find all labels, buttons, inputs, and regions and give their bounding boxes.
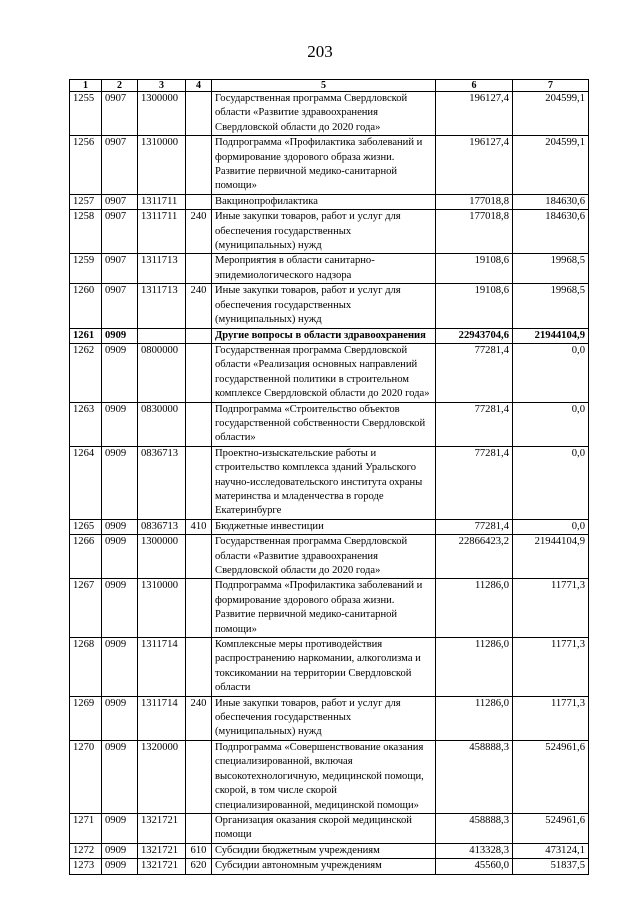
- row-number-cell: 1263: [70, 402, 102, 446]
- item-name-cell: Государственная программа Свердловской области «Развитие здравоохранения Свердловской области до 2020 года»: [212, 535, 436, 579]
- item-name-cell: Подпрограмма «Профилактика заболеваний и формирование здорового образа жизни. Развитие первичной медико-санитарной помощи»: [212, 579, 436, 638]
- amount-year2-cell: 473124,1: [513, 843, 589, 858]
- section-code-cell: 0907: [102, 92, 138, 136]
- item-name-cell: Государственная программа Свердловской области «Реализация основных направлений государственной политики в строительном комплексе Свердловской области до 2020 года»: [212, 343, 436, 402]
- amount-year1-cell: 77281,4: [436, 446, 513, 519]
- target-code-cell: 0836713: [138, 446, 186, 519]
- expense-type-cell: 240: [186, 210, 212, 254]
- expense-type-cell: [186, 446, 212, 519]
- target-code-cell: 1310000: [138, 579, 186, 638]
- budget-table: [69, 79, 589, 875]
- amount-year2-cell: 11771,3: [513, 638, 589, 697]
- row-number-cell: 1255: [70, 92, 102, 136]
- expense-type-cell: 620: [186, 859, 212, 874]
- amount-year1-cell: 196127,4: [436, 92, 513, 136]
- amount-year2-cell: 19968,5: [513, 284, 589, 328]
- column-header: 3: [138, 80, 186, 92]
- table-header-row: [70, 80, 589, 92]
- target-code-cell: 1311713: [138, 254, 186, 284]
- amount-year2-cell: 204599,1: [513, 92, 589, 136]
- item-name-cell: Подпрограмма «Профилактика заболеваний и формирование здорового образа жизни. Развитие первичной медико-санитарной помощи»: [212, 136, 436, 195]
- page-number: 203: [307, 42, 333, 61]
- amount-year2-cell: 51837,5: [513, 859, 589, 874]
- section-code-cell: 0909: [102, 638, 138, 697]
- amount-year1-cell: 77281,4: [436, 519, 513, 534]
- amount-year1-cell: 45560,0: [436, 859, 513, 874]
- expense-type-cell: [186, 92, 212, 136]
- table-row: [70, 402, 589, 446]
- section-code-cell: 0909: [102, 843, 138, 858]
- expense-type-cell: [186, 813, 212, 843]
- section-code-cell: 0909: [102, 859, 138, 874]
- amount-year1-cell: 11286,0: [436, 638, 513, 697]
- amount-year2-cell: 21944104,9: [513, 328, 589, 343]
- table-row: [70, 813, 589, 843]
- item-name-cell: Субсидии автономным учреждениям: [212, 859, 436, 874]
- table-row: [70, 535, 589, 579]
- amount-year2-cell: 184630,6: [513, 194, 589, 209]
- column-header: 5: [212, 80, 436, 92]
- item-name-cell: Подпрограмма «Совершенствование оказания специализированной, включая высокотехнологичную, медицинской помощи, скорой, в том числе скорой специализированной, медицинской помощи»: [212, 740, 436, 813]
- target-code-cell: 1311711: [138, 194, 186, 209]
- section-code-cell: 0909: [102, 579, 138, 638]
- table-row: [70, 328, 589, 343]
- item-name-cell: Комплексные меры противодействия распространению наркомании, алкоголизма и токсикомании на территории Свердловской области: [212, 638, 436, 697]
- amount-year1-cell: 413328,3: [436, 843, 513, 858]
- table-row: [70, 859, 589, 874]
- expense-type-cell: 410: [186, 519, 212, 534]
- item-name-cell: Иные закупки товаров, работ и услуг для обеспечения государственных (муниципальных) нужд: [212, 284, 436, 328]
- item-name-cell: Организация оказания скорой медицинской помощи: [212, 813, 436, 843]
- item-name-cell: Бюджетные инвестиции: [212, 519, 436, 534]
- section-code-cell: 0907: [102, 254, 138, 284]
- amount-year2-cell: 524961,6: [513, 813, 589, 843]
- section-code-cell: 0909: [102, 402, 138, 446]
- amount-year1-cell: 19108,6: [436, 284, 513, 328]
- table-row: [70, 136, 589, 195]
- row-number-cell: 1262: [70, 343, 102, 402]
- amount-year2-cell: 184630,6: [513, 210, 589, 254]
- row-number-cell: 1272: [70, 843, 102, 858]
- table-row: [70, 843, 589, 858]
- section-code-cell: 0909: [102, 696, 138, 740]
- expense-type-cell: [186, 328, 212, 343]
- expense-type-cell: 240: [186, 696, 212, 740]
- table-row: [70, 519, 589, 534]
- amount-year2-cell: 0,0: [513, 519, 589, 534]
- table-row: [70, 194, 589, 209]
- table-row: [70, 638, 589, 697]
- amount-year2-cell: 204599,1: [513, 136, 589, 195]
- row-number-cell: 1256: [70, 136, 102, 195]
- row-number-cell: 1257: [70, 194, 102, 209]
- item-name-cell: Подпрограмма «Строительство объектов государственной собственности Свердловской области»: [212, 402, 436, 446]
- row-number-cell: 1260: [70, 284, 102, 328]
- amount-year1-cell: 11286,0: [436, 579, 513, 638]
- amount-year1-cell: 19108,6: [436, 254, 513, 284]
- expense-type-cell: [186, 254, 212, 284]
- target-code-cell: 1321721: [138, 859, 186, 874]
- section-code-cell: 0909: [102, 519, 138, 534]
- item-name-cell: Мероприятия в области санитарно-эпидемиологического надзора: [212, 254, 436, 284]
- target-code-cell: 0800000: [138, 343, 186, 402]
- target-code-cell: 1320000: [138, 740, 186, 813]
- target-code-cell: 1311714: [138, 696, 186, 740]
- row-number-cell: 1268: [70, 638, 102, 697]
- amount-year1-cell: 22866423,2: [436, 535, 513, 579]
- target-code-cell: [138, 328, 186, 343]
- expense-type-cell: 610: [186, 843, 212, 858]
- amount-year1-cell: 77281,4: [436, 343, 513, 402]
- table-row: [70, 92, 589, 136]
- target-code-cell: 0836713: [138, 519, 186, 534]
- amount-year2-cell: 11771,3: [513, 579, 589, 638]
- target-code-cell: 1311713: [138, 284, 186, 328]
- expense-type-cell: [186, 136, 212, 195]
- row-number-cell: 1270: [70, 740, 102, 813]
- expense-type-cell: [186, 343, 212, 402]
- table-row: [70, 343, 589, 402]
- amount-year2-cell: 11771,3: [513, 696, 589, 740]
- amount-year1-cell: 11286,0: [436, 696, 513, 740]
- row-number-cell: 1271: [70, 813, 102, 843]
- target-code-cell: 0830000: [138, 402, 186, 446]
- target-code-cell: 1300000: [138, 92, 186, 136]
- amount-year1-cell: 22943704,6: [436, 328, 513, 343]
- row-number-cell: 1267: [70, 579, 102, 638]
- table-row: [70, 284, 589, 328]
- item-name-cell: Государственная программа Свердловской области «Развитие здравоохранения Свердловской области до 2020 года»: [212, 92, 436, 136]
- target-code-cell: 1311711: [138, 210, 186, 254]
- amount-year1-cell: 458888,3: [436, 740, 513, 813]
- target-code-cell: 1300000: [138, 535, 186, 579]
- section-code-cell: 0909: [102, 343, 138, 402]
- amount-year2-cell: 0,0: [513, 343, 589, 402]
- expense-type-cell: [186, 535, 212, 579]
- section-code-cell: 0907: [102, 284, 138, 328]
- item-name-cell: Вакцинопрофилактика: [212, 194, 436, 209]
- item-name-cell: Субсидии бюджетным учреждениям: [212, 843, 436, 858]
- column-header: 1: [70, 80, 102, 92]
- table-row: [70, 210, 589, 254]
- item-name-cell: Проектно-изыскательские работы и строительство комплекса зданий Уральского научно-исследовательского института охраны материнства и младенчества в городе Екатеринбурге: [212, 446, 436, 519]
- section-code-cell: 0907: [102, 136, 138, 195]
- amount-year2-cell: 19968,5: [513, 254, 589, 284]
- amount-year1-cell: 458888,3: [436, 813, 513, 843]
- row-number-cell: 1261: [70, 328, 102, 343]
- item-name-cell: Иные закупки товаров, работ и услуг для обеспечения государственных (муниципальных) нужд: [212, 696, 436, 740]
- section-code-cell: 0909: [102, 328, 138, 343]
- item-name-cell: Иные закупки товаров, работ и услуг для обеспечения государственных (муниципальных) нужд: [212, 210, 436, 254]
- amount-year1-cell: 177018,8: [436, 210, 513, 254]
- column-header: 2: [102, 80, 138, 92]
- table-row: [70, 446, 589, 519]
- row-number-cell: 1273: [70, 859, 102, 874]
- table-row: [70, 254, 589, 284]
- amount-year2-cell: 0,0: [513, 402, 589, 446]
- expense-type-cell: 240: [186, 284, 212, 328]
- row-number-cell: 1264: [70, 446, 102, 519]
- expense-type-cell: [186, 740, 212, 813]
- target-code-cell: 1321721: [138, 843, 186, 858]
- row-number-cell: 1269: [70, 696, 102, 740]
- row-number-cell: 1259: [70, 254, 102, 284]
- section-code-cell: 0907: [102, 194, 138, 209]
- section-code-cell: 0909: [102, 446, 138, 519]
- amount-year1-cell: 177018,8: [436, 194, 513, 209]
- amount-year1-cell: 77281,4: [436, 402, 513, 446]
- table-row: [70, 696, 589, 740]
- amount-year1-cell: 196127,4: [436, 136, 513, 195]
- amount-year2-cell: 21944104,9: [513, 535, 589, 579]
- section-code-cell: 0909: [102, 535, 138, 579]
- amount-year2-cell: 524961,6: [513, 740, 589, 813]
- section-code-cell: 0907: [102, 210, 138, 254]
- target-code-cell: 1310000: [138, 136, 186, 195]
- column-header: 6: [436, 80, 513, 92]
- column-header: 7: [513, 80, 589, 92]
- row-number-cell: 1258: [70, 210, 102, 254]
- table-row: [70, 740, 589, 813]
- amount-year2-cell: 0,0: [513, 446, 589, 519]
- section-code-cell: 0909: [102, 813, 138, 843]
- section-code-cell: 0909: [102, 740, 138, 813]
- target-code-cell: 1311714: [138, 638, 186, 697]
- row-number-cell: 1266: [70, 535, 102, 579]
- expense-type-cell: [186, 638, 212, 697]
- target-code-cell: 1321721: [138, 813, 186, 843]
- expense-type-cell: [186, 579, 212, 638]
- table-row: [70, 579, 589, 638]
- row-number-cell: 1265: [70, 519, 102, 534]
- expense-type-cell: [186, 402, 212, 446]
- item-name-cell: Другие вопросы в области здравоохранения: [212, 328, 436, 343]
- column-header: 4: [186, 80, 212, 92]
- expense-type-cell: [186, 194, 212, 209]
